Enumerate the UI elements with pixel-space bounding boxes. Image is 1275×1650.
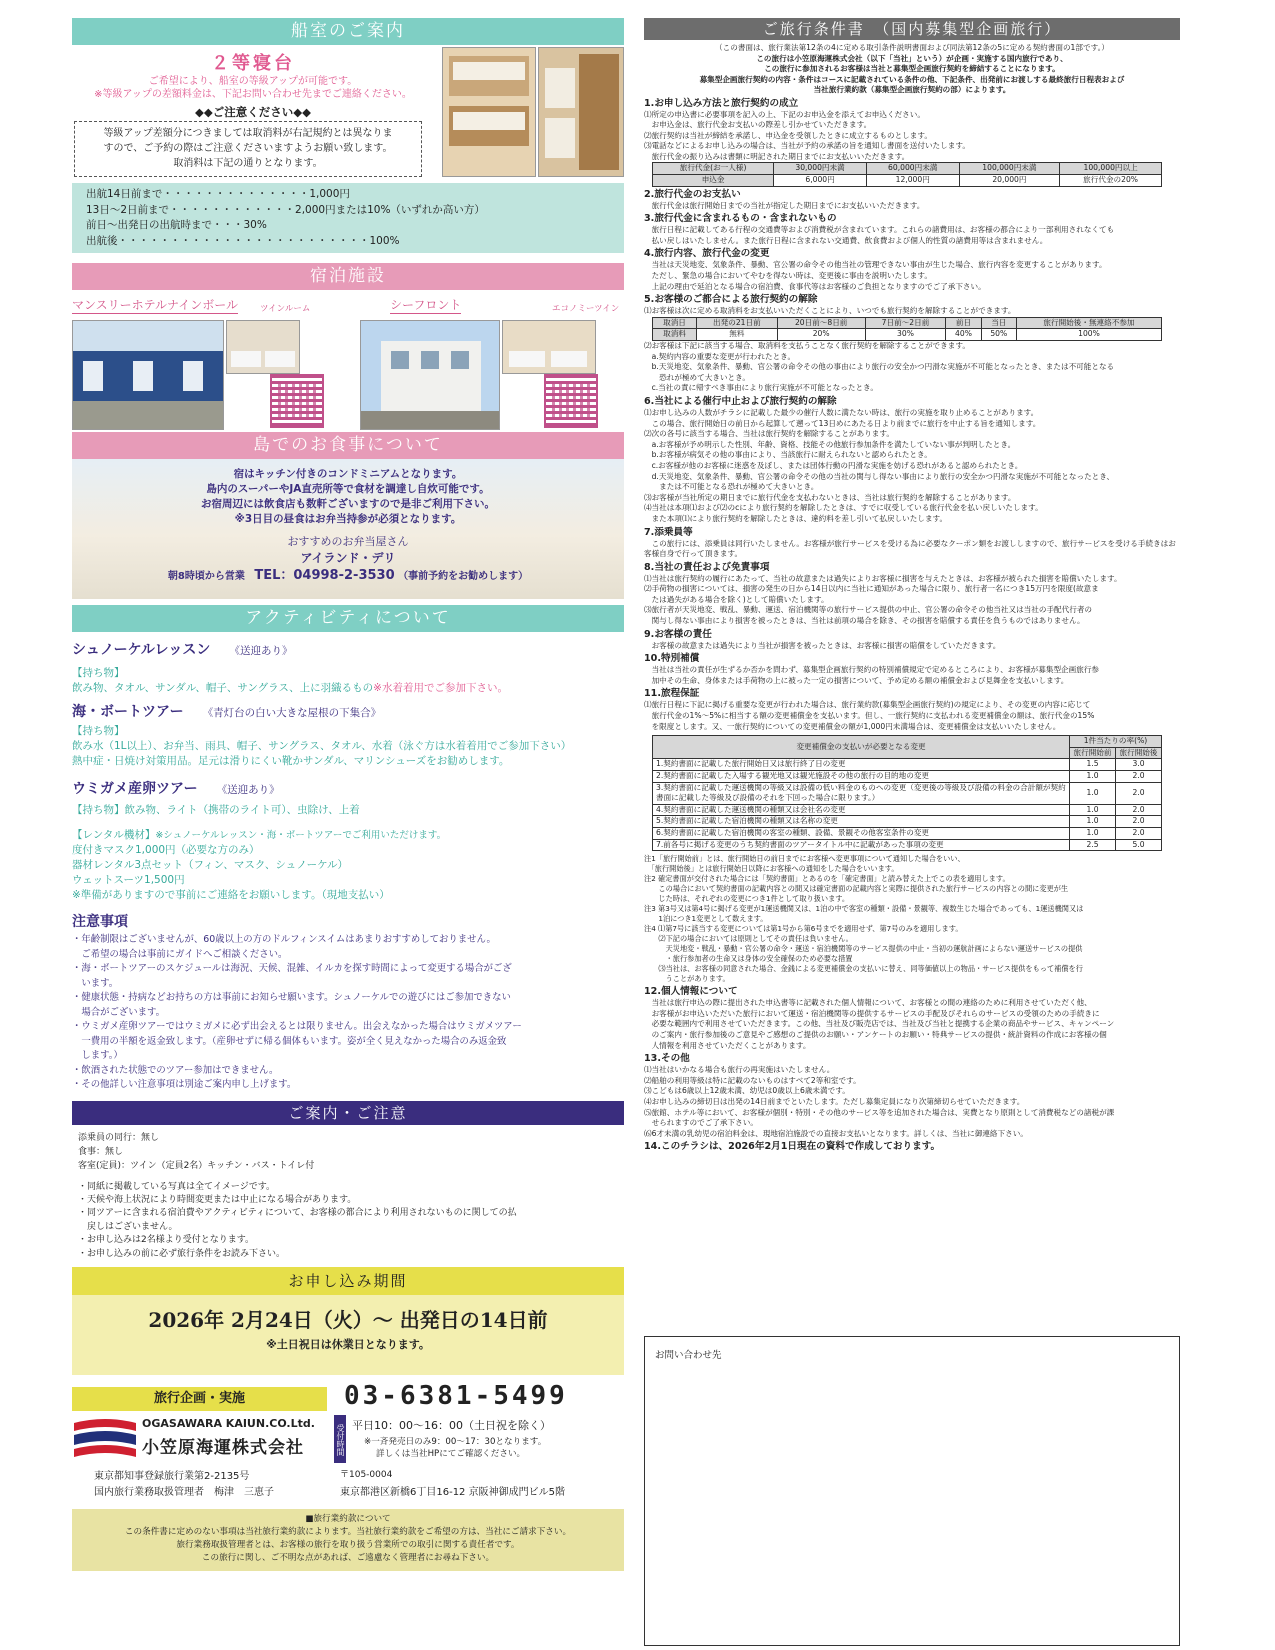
notes-line: します。） <box>72 1050 123 1061</box>
terms-section-title: 1.お申し込み方法と旅行契約の成立 <box>644 97 799 109</box>
terms-line: ⑴当社は旅行契約の履行にあたって、当社の故意または過失によりお客様に損害を与えたときは、お客様が被られた損害を賠償いたします。 <box>644 573 1122 583</box>
terms-section-title: 13.その他 <box>644 1053 690 1065</box>
comp-label: 1.契約書面に記載した旅行開始日又は旅行終了日の変更 <box>653 759 1070 771</box>
terms-line: ⑵手荷物の損害については、損害の発生の日から14日以内に当社に通知があった場合に限り、旅行者一名につき15万円を限度(故意ま <box>644 584 1099 594</box>
meals-recommend: おすすめのお弁当屋さん <box>287 535 409 548</box>
hotel1-qr-code[interactable] <box>270 374 324 428</box>
comp-row <box>653 827 1162 839</box>
company-hours-note: 詳しくは当社HPにてご確認ください。 <box>376 1448 526 1459</box>
comp-rate: 1.0 <box>1070 782 1116 804</box>
contact-label: お問い合わせ先 <box>655 1350 722 1361</box>
cancel-cell: 40% <box>946 329 981 341</box>
cabin-upgrade-line: ※等級アップの差額料金は、下記お問い合わせ先までご連絡ください。 <box>94 89 412 100</box>
notes-line: ・海・ボートツアーのスケジュールは海況、天候、混雑、イルカを探す時間によって変更する場合がござ <box>72 963 512 974</box>
terms-line: ⑴旅行日程に下記に掲げる重要な変更が行われた場合は、旅行業約款(募集型企画旅行契約)の規定により、その変更の内容に応じて <box>644 700 1091 710</box>
guide-bullet: ・同ツアーに含まれる宿泊費やアクティビティについて、お客様の都合により利用されないものに関しての払 <box>78 1208 517 1219</box>
terms-section-title: 2.旅行代金のお支払い <box>644 188 741 200</box>
comp-label: 4.契約書面に記載した運送機関の種類又は会社名の変更 <box>653 804 1070 816</box>
comp-rate: 1.5 <box>1070 759 1116 771</box>
company-registration: 東京都知事登録旅行業第2-2135号 <box>94 1470 250 1482</box>
comp-row <box>653 804 1162 816</box>
meals-section <box>72 459 624 599</box>
notes-line: ・ウミガメ産卵ツアーではウミガメに必ず出会えるとは限りません。出会えなかった場合はウミガメツアー <box>72 1021 522 1032</box>
comp-label: 3.契約書面に記載した運送機関の等級又は設備の低い料金のものへの変更（変更後の等級及び設備の料金の合計額が契約書面に記載した等級及び設備のそれを下回った場合に限ります。） <box>653 782 1070 804</box>
guide-line: 添乗員の同行：無し <box>78 1132 160 1143</box>
comp-head-cell: 旅行開始前 <box>1070 747 1116 759</box>
comp-row <box>653 782 1162 804</box>
comp-rate: 5.0 <box>1116 839 1162 851</box>
caution-line: すので、ご予約の際はご注意くださいますようお願い致します。 <box>103 143 393 154</box>
terms-section-title: 9.お客様の責任 <box>644 628 712 640</box>
notes-line: ご希望の場合は事前にガイドへご相談ください。 <box>72 948 288 960</box>
terms-note-line: 注2 確定書面が交付された場合には「契約書面」とあるのを「確定書面」と読み替えた上でこの表を適用します。 <box>644 874 1010 884</box>
deposit-head-cell: 30,000円未満 <box>774 163 867 175</box>
period-main: 2026年 2月24日（火）～ 出発日の14日前 <box>148 1307 548 1332</box>
terms-line: 人情報を利用させていただくことがあります。 <box>644 1040 811 1050</box>
rental-line: 器材レンタル3点セット（フィン、マスク、シュノーケル） <box>72 859 349 871</box>
terms-note-line: この場合において契約書面の記載内容との間又は確定書面の記載内容と実際に提供された旅行サービスの内容との間に変更が生 <box>644 884 1069 894</box>
notes-line: ・健康状態・持病などお持ちの方は事前にお知らせ願います。シュノーケルでの遊びにはご参加できない <box>72 992 511 1003</box>
right-column <box>644 18 1180 1361</box>
boat-tour-note: 《青灯台の白い大きな屋根の下集合》 <box>202 707 382 719</box>
hotel2-room-photo <box>502 320 596 374</box>
cancel-cell: 30% <box>865 329 946 341</box>
terms-note-line: ⑵下記の場合においては原則としてその責任は負いません。 <box>644 934 853 944</box>
terms-line: 当社は当社の責任が生ずるか否かを問わず、募集型企画旅行契約の特別補償規定で定めるところにより、お客様が募集型企画旅行参 <box>644 665 1100 675</box>
hotel2-qr-code[interactable] <box>544 374 598 428</box>
left-column <box>72 18 624 1571</box>
snorkel-bring-label: 【持ち物】 <box>72 667 125 679</box>
terms-section-title: 4.旅行内容、旅行代金の変更 <box>644 248 770 260</box>
rental-line: 度付きマスク1,000円（必要な方のみ） <box>72 844 260 856</box>
plan-label: 旅行企画・実施 <box>72 1387 327 1411</box>
terms-line: ⑶電話などによるお申し込みの場合は、当社が予約の承諾の旨を通知し書面を送付いたします。 <box>644 141 970 151</box>
cancel-cell: 無料 <box>697 329 778 341</box>
company-hours: 平日10：00～16：00（土日祝を除く） <box>352 1418 551 1432</box>
terms-line: 必要な範囲内で利用させていただきます。この他、当社及び販売店では、当社及び当社と提携する企業の商品やサービス、キャンペーン <box>644 1019 1115 1029</box>
comp-label: 6.契約書面に記載した宿泊機関の客室の種類、設備、景観その他客室条件の変更 <box>653 827 1070 839</box>
comp-row <box>653 816 1162 828</box>
snorkel-items: 飲み物、タオル、サンダル、帽子、サングラス、上に羽織るもの <box>72 682 374 694</box>
company-phone: 03-6381-5499 <box>344 1380 568 1411</box>
terms-line: お客様がお申込いただいた旅行において運送・宿泊機関等の提供するサービスの手配及びそれらのサービスの受領のための手続きに <box>644 1008 1100 1018</box>
terms-section-body <box>644 110 1180 163</box>
footer-box <box>72 1509 624 1571</box>
deposit-cell: 12,000円 <box>866 175 959 187</box>
terms-line: たは過失がある場合を除く)として賠償いたします。 <box>644 594 829 604</box>
cabin-caution-title: ◆◆ご注意ください◆◆ <box>195 105 311 119</box>
terms-line: ⑴お申し込みの人数がチラシに記載した最少の催行人数に満たない時は、旅行の実施を取り止めることがあります。 <box>644 407 1039 417</box>
cabin-photo-1 <box>442 47 536 177</box>
comp-head-cell: 1件当たりの率(%) <box>1070 736 1162 748</box>
notes-line: 場合がございます。 <box>72 1006 165 1018</box>
hotel1-name: マンスリーホテルナインボール <box>72 298 238 312</box>
terms-line: 旅行代金の1%～5%に相当する額の変更補償金を支払います。但し、一旅行契約に支払われる変更補償金の額は、旅行代金の15% <box>644 711 1095 721</box>
footer-line: 旅行業務取扱管理者とは、お客様の旅行を取り扱う営業所での取引に関する責任者です。 <box>176 1539 520 1550</box>
company-hours-note: ※一斉発売日のみ9：00～17：30となります。 <box>364 1436 547 1447</box>
terms-line: 払い戻しはいたしません。また旅行日程に含まれない交通費、飲食費および個人的性質の諸費用等は含まれません。 <box>644 235 1048 245</box>
terms-line: ⑷お申し込みの締切日は出発の14日前までといたします。ただし募集定員になり次第締切らせていただきます。 <box>644 1096 1025 1106</box>
terms-note-line: ⑶当社は、お客様の同意された場合、金銭による変更補償金の支払いに替え、同等価値以上の物品・サービス提供をもって補償を行 <box>644 964 1083 974</box>
terms-line: ⑵旅行契約は当社が締結を承諾し、申込金を受領したときに成立するものとします。 <box>644 130 932 140</box>
terms-note-line: 注4 ⑴第7号に該当する変更については第1号から第6号までを適用せず、第7号のみを適用します。 <box>644 924 963 934</box>
terms-note-line: 注1「旅行開始前」とは、旅行開始日の前日までにお客様へ変更事項について通知した場合をいい、 <box>644 854 965 864</box>
cabin-cancel-line: 出航14日前まで・・・・・・・・・・・・・・1,000円 <box>86 188 350 200</box>
cabin-caution-box <box>74 121 422 177</box>
footer-title: ■旅行業約款について <box>305 1513 391 1524</box>
meals-line: 宿はキッチン付きのコンドミニアムとなります。 <box>233 468 463 480</box>
terms-line: ⑶お客様が当社所定の期日までに旅行代金を支払わないときは、当社は旅行契約を解除することがあります。 <box>644 492 1016 502</box>
period-note: ※土日祝日は休業日となります。 <box>266 1337 430 1351</box>
company-postal: 〒105-0004 <box>340 1469 393 1480</box>
terms-note-line: 天災地変・戦乱・暴動・官公署の命令・運送・宿泊機関等のサービス提供の中止・当初の運航計画によらない運送サービスの提供 <box>644 944 1083 954</box>
notes-section <box>72 911 624 1093</box>
terms-line: ⑶こどもは6歳以上12歳未満、幼児は0歳以上6歳未満です。 <box>644 1086 850 1096</box>
terms-section-title: 12.個人情報について <box>644 986 738 998</box>
terms-line: 当社は旅行申込の際に提出された申込書等に記載された個人情報について、お客様との間の連絡のために利用させていただく他、 <box>644 998 1092 1008</box>
deposit-head-cell: 100,000円未満 <box>959 163 1060 175</box>
cancel-head-cell: 7日前～2日前 <box>865 317 946 329</box>
terms-section-title: 10.特別補償 <box>644 653 700 665</box>
meals-shop-hours: 朝8時頃から営業 <box>167 571 245 582</box>
turtle-tour-title: ウミガメ産卵ツアー <box>72 781 198 797</box>
terms-section-title: 6.当社による催行中止および旅行契約の解除 <box>644 395 837 407</box>
terms-line: また本項⑴により旅行契約を解除したときは、違約料を差し引いて払戻しいたします。 <box>644 513 948 523</box>
terms-intro-line: （この書面は、旅行業法第12条の4に定める取引条件説明書面および同法第12条の5に定める契約書面の1部です。） <box>715 43 1109 52</box>
terms-line: ⑵お客様は下記に該当する場合、取消料を支払うことなく旅行契約を解除することができます。 <box>644 341 970 350</box>
caution-line: 等級アップ差額分につきましては取消料が右記規約とは異なりま <box>103 128 393 139</box>
terms-line: 旅行代金の振り込みは書類に明記された期日までにお支払いいただきます。 <box>644 151 910 161</box>
terms-note-line: 1泊につき1変更として数えます。 <box>644 914 768 924</box>
terms-line: ⑵船舶の利用等級は特に記載のないものはすべて2等和室です。 <box>644 1075 861 1085</box>
company-jp-name: 小笠原海運株式会社 <box>142 1437 304 1458</box>
comp-head-cell: 変更補償金の支払いが必要となる変更 <box>653 736 1070 759</box>
lodging-section <box>72 290 624 430</box>
cabin-photo-2 <box>538 47 624 177</box>
meals-line: 島内のスーパーやJA直売所等で食材を調達し自炊可能です。 <box>206 483 490 495</box>
comp-rate: 1.0 <box>1070 816 1116 828</box>
reception-label: 受付時間 <box>334 1415 346 1463</box>
cancel-cell: 20% <box>777 329 865 341</box>
company-address: 東京都港区新橋6丁目16-12 京阪神御成門ビル5階 <box>340 1486 565 1498</box>
snorkel-note: 《送迎あり》 <box>229 645 293 657</box>
cabin-cancel-box <box>72 183 624 253</box>
period-header: お申し込み期間 <box>72 1267 624 1295</box>
terms-line: を限度とします。又、一旅行契約についての変更補償金の額が1,000円未満場合は、変更補償金は支払いいたしません。 <box>644 721 1061 731</box>
terms-header: ご旅行条件書 （国内募集型企画旅行） <box>644 18 1180 40</box>
comp-label: 5.契約書面に記載した宿泊機関の種類又は名称の変更 <box>653 816 1070 828</box>
terms-intro-line: 募集型企画旅行契約の内容・条件はコースに記載されている条件の他、下記条件、出発前にお渡しする最終旅行日程表および <box>699 74 1125 84</box>
caution-line: 取消料は下記の通りとなります。 <box>173 158 323 169</box>
terms-note-line: 「旅行開始後」とは旅行開始日以降にお客様への通知をした場合をいいます。 <box>644 864 899 874</box>
comp-rate: 2.0 <box>1116 816 1162 828</box>
cancel-head-cell: 前日 <box>946 317 981 329</box>
notes-line: ・飲酒された状態でのツアー参加はできません。 <box>72 1064 279 1076</box>
comp-rate: 1.0 <box>1070 804 1116 816</box>
terms-line: ただし、緊急の場合においてやむを得ない時は、変更後に事由を説明いたします。 <box>644 271 932 281</box>
guide-section <box>72 1125 624 1261</box>
cabin-cancel-line: 出航後・・・・・・・・・・・・・・・・・・・・・・・・100% <box>86 234 400 247</box>
terms-line: 上記の理由で延泊となる場合の宿泊費、食事代等はお客様のご負担となりますのでご了承下さい。 <box>644 281 986 291</box>
terms-line: 当社は天災地変、気象条件、暴動、官公署の命令その他当社の管理できない事由が生じた場合、旅行内容を変更することがあります。 <box>644 260 1107 270</box>
terms-line: d.天災地変、気象条件、暴動、官公署の命令その他の当社の関与し得ない事由により旅行の安全かつ円滑な実施が不可能となったとき、 <box>644 471 1115 481</box>
terms-line: 旅行代金は旅行開始日までの当社が指定した期日までにお支払いいただきます。 <box>644 200 925 210</box>
boat-items: 飲み水（1L以上）、お弁当、雨具、帽子、サングラス、タオル、水着（泳ぐ方は水着着用でご参加下さい） <box>72 740 572 752</box>
notes-title: 注意事項 <box>72 914 128 930</box>
terms-section-title: 11.旅程保証 <box>644 688 700 700</box>
deposit-head-cell: 100,000円以上 <box>1060 163 1162 175</box>
cabin-cancel-line: 13日～2日前まで・・・・・・・・・・・・2,000円または10%（いずれか高い方） <box>86 203 485 216</box>
terms-note-line: うことがあります。 <box>644 974 730 984</box>
terms-line: ⑹6才未満の乳幼児の宿泊料金は、現地宿泊施設での直接お支払いとなります。詳しくは、当社に御連絡下さい。 <box>644 1128 1028 1138</box>
company-flag-icon <box>72 1417 138 1461</box>
company-manager: 国内旅行業務取扱管理者 梅津 三恵子 <box>94 1486 274 1498</box>
terms-line: 関与し得ない事由により損害を被ったときは、当社は前項の場合を除き、その損害を賠償する責任を負うものではありません。 <box>644 616 1085 626</box>
terms-note-line: ・旅行参加者の生命又は身体の安全確保のため必要な措置 <box>644 954 853 964</box>
guide-bullet: ・天候や海上状況により時間変更または中止になる場合があります。 <box>78 1194 357 1205</box>
guide-bullet: ・同紙に掲載している写真は全てイメージです。 <box>78 1181 276 1192</box>
rental-label: 【レンタル機材】 <box>72 829 156 841</box>
terms-line: ⑴当社はいかなる場合も旅行の再実施はいたしません。 <box>644 1065 835 1075</box>
deposit-cell: 20,000円 <box>959 175 1060 187</box>
terms-section-title: 14.このチラシは、2026年2月1日現在の資料で作成しております。 <box>644 1141 941 1153</box>
cancel-head-cell: 当日 <box>981 317 1016 329</box>
comp-head-cell: 旅行開始後 <box>1116 747 1162 759</box>
meals-shop-tel-note: （事前予約をお勧めします） <box>398 571 529 582</box>
comp-row <box>653 839 1162 851</box>
meals-shop-tel: TEL：04998-2-3530 <box>254 568 395 583</box>
terms-line: 旅行日程に記載してある行程の交通費等および消費税が含まれています。これらの諸費用は、お客様の都合により一部利用されなくても <box>644 225 1115 235</box>
terms-line: a.お客様が予め明示した性別、年齢、資格、技能その他旅行参加条件を満たしていない事が判明したとき。 <box>644 439 1016 449</box>
terms-line: お客様の故意または過失により当社が損害を被ったときは、お客様に損害の賠償をしていただきます。 <box>644 640 1001 650</box>
notes-line: 一費用の半額を返金致します。（産卵せずに帰る個体もいます。姿が全く見えなかった場合のみ返金致 <box>72 1035 507 1047</box>
hotel2-room: エコノミーツイン <box>552 304 620 314</box>
terms-line: a.契約内容の重要な変更が行われたとき。 <box>644 351 796 361</box>
terms-intro-line: 当社旅行業約款（募集型企画旅行契約の部）によります。 <box>813 85 1011 94</box>
meals-header: 島でのお食事について <box>72 432 624 459</box>
hotel2-exterior-photo <box>360 320 500 430</box>
terms-note-line: じた時は、それぞれの変更につき1件として取り扱います。 <box>644 894 850 904</box>
terms-line: お申込金は、旅行代金お支払いの際差し引かせていただきます。 <box>644 120 872 130</box>
hotel1-room: ツインルーム <box>260 304 311 314</box>
meals-line: ※3日目の昼食はお弁当持参が必須となります。 <box>234 513 462 525</box>
guide-line: 食事：無し <box>78 1146 124 1157</box>
terms-line: ⑸旅館、ホテル等において、お客様が個別・特別・その他のサービス等を追加された場合は、実費となり原則として消費税などの諸税が課 <box>644 1107 1115 1117</box>
terms-section-title: 8.当社の責任および免責事項 <box>644 561 770 573</box>
turtle-tour-note: 《送迎あり》 <box>216 784 280 796</box>
terms-line: せられますのでご了承下さい。 <box>644 1118 758 1128</box>
guide-header: ご案内・ご注意 <box>72 1101 624 1125</box>
cancel-cell: 取消料 <box>653 329 697 341</box>
terms-intro <box>644 43 1180 96</box>
comp-rate: 3.0 <box>1116 759 1162 771</box>
compensation-table <box>652 735 1162 851</box>
period-section <box>72 1295 624 1375</box>
boat-bring-label: 【持ち物】 <box>72 725 125 737</box>
terms-line: c.当社の責に帰すべき事由により旅行実施が不可能となったとき。 <box>644 383 878 393</box>
terms-line: または不可能となる恐れが極めて大きいとき。 <box>644 482 819 492</box>
cancel-head-cell: 出発の21日前 <box>697 317 778 329</box>
cancel-cell: 50% <box>981 329 1016 341</box>
snorkel-title: シュノーケルレッスン <box>72 642 211 658</box>
comp-rate: 2.5 <box>1070 839 1116 851</box>
hotel1-room-photo <box>226 320 300 374</box>
activities-section <box>72 632 624 903</box>
company-section <box>72 1380 624 1509</box>
comp-rate: 1.0 <box>1070 827 1116 839</box>
boat-items: 熱中症・日焼け対策用品。足元は滑りにくい靴かサンダル、マリンシューズをお勧めします。 <box>72 755 510 767</box>
deposit-cell: 旅行代金の20% <box>1060 175 1162 187</box>
terms-line: のご案内・旅行参加後のご意見やご感想のご提供のお願い・アンケートのお願い・特典サービスの提供・統計資料の作成にお客様の個 <box>644 1029 1107 1039</box>
cancel-head-cell: 旅行開始後・無連絡不参加 <box>1016 317 1161 329</box>
terms-line: ⑴お客様は次に定める取消料をお支払いいただくことにより、いつでも旅行契約を解除することができます。 <box>644 306 1016 316</box>
comp-rate: 1.0 <box>1070 771 1116 783</box>
terms-note-line: 注3 第3号又は第4号に掲げる変更が1運送機関又は、1泊の中で客室の種類・設備・景観等、複数生じた場合であっても、1運送機関又は <box>644 904 1084 914</box>
terms-line: ⑷当社は本項⑴および⑵のcにより旅行契約を解除したときは、すでに収受している旅行代金を払い戻しいたします。 <box>644 503 1043 513</box>
cancel-table <box>652 317 1162 341</box>
cancel-head-cell: 20日前～8日前 <box>777 317 865 329</box>
cabin-section <box>72 45 624 183</box>
cancel-cell: 100% <box>1016 329 1161 341</box>
rental-line: ウェットスーツ1,500円 <box>72 874 185 886</box>
comp-rate: 2.0 <box>1116 827 1162 839</box>
terms-intro-line: この旅行は小笠原海運株式会社（以下「当社」という）が企画・実施する国内旅行であり、 <box>756 53 1068 63</box>
notes-line: ・年齢制限はございませんが、60歳以上の方のドルフィンスイムはあまりおすすめしておりません。 <box>72 934 496 945</box>
company-en-name: OGASAWARA KAIUN.CO.Ltd. <box>142 1416 315 1430</box>
deposit-table <box>652 162 1162 186</box>
activities-header: アクティビティについて <box>72 605 624 632</box>
terms-line: ⑵次の各号に該当する場合、当社は旅行契約を解除することがあります。 <box>644 429 894 439</box>
comp-row <box>653 771 1162 783</box>
snorkel-swimwear-note: ※水着着用でご参加下さい。 <box>373 682 508 694</box>
terms-line: ⑶旅行者が天災地変、戦乱、暴動、運送、宿泊機関等の旅行サービス提供の中止、官公署の命令その他当社又は当社の手配代行者の <box>644 605 1093 615</box>
guide-bullet: ・お申し込みの前に必ず旅行条件をお読み下さい。 <box>78 1248 286 1259</box>
terms-line: この旅行には、添乗員は同行いたしません。お客様が旅行サービスを受ける為に必要なクーポン類をお渡ししますので、旅行サービスを受ける手続きはお客様自身で行って頂きます。 <box>644 538 1176 559</box>
terms-line: ⑴所定の申込書に必要事項を記入の上、下記のお申込金を添えてお申込ください。 <box>644 109 925 119</box>
terms-section-title: 5.お客様のご都合による旅行契約の解除 <box>644 294 818 306</box>
terms-section-title: 3.旅行代金に含まれるもの・含まれないもの <box>644 213 837 225</box>
comp-rate: 2.0 <box>1116 782 1162 804</box>
deposit-head-cell: 旅行代金(お一人様) <box>653 163 774 175</box>
notes-line: います。 <box>72 977 119 989</box>
guide-bullet: ・お申し込みは2名様より受付となります。 <box>78 1235 255 1246</box>
deposit-cell: 6,000円 <box>774 175 867 187</box>
rental-note: ※シュノーケルレッスン・海・ボートツアーでご利用いただけます。 <box>155 830 447 841</box>
meals-shop-name: アイランド・デリ <box>300 551 396 565</box>
footer-line: この条件書に定めのない事項は当社旅行業約款によります。当社旅行業約款をご希望の方は、当社にご請求下さい。 <box>124 1526 572 1537</box>
meals-line: お宿周辺には飲食店も数軒ございますので是非ご利用下さい。 <box>201 498 495 510</box>
lodging-header: 宿泊施設 <box>72 263 624 290</box>
comp-label: 7.前各号に掲げる変更のうち契約書面のツアータイトル中に記載があった事項の変更 <box>653 839 1070 851</box>
comp-row <box>653 759 1162 771</box>
terms-line: c.お客様が他のお客様に迷惑を及ぼし、または団体行動の円滑な実施を妨げる恐れがあると認められたとき。 <box>644 460 1023 470</box>
turtle-items: 【持ち物】飲み物、ライト（携帯のライト可）、虫除け、上着 <box>72 804 360 816</box>
cabin-cancel-line: 前日～出発日の出航時まで・・・30% <box>86 219 267 231</box>
hotel1-exterior-photo <box>72 320 224 430</box>
terms-intro-line: この旅行に参加されるお客様は当社と募集型企画旅行契約を締結することになります。 <box>764 64 1060 73</box>
guide-bullet: 戻しはございません。 <box>78 1221 178 1232</box>
terms-line: b.お客様が病気その他の事由により、当該旅行に耐えられないと認められたとき。 <box>644 450 932 460</box>
notes-line: ・その他詳しい注意事項は別途ご案内申し上げます。 <box>72 1079 297 1090</box>
cabin-class-title: ２等寝台 <box>211 53 295 74</box>
rental-line: ※準備がありますので事前にご連絡をお願いします。（現地支払い） <box>72 889 390 901</box>
contact-box <box>644 1336 1180 1646</box>
hotel2-name: シーフロント <box>390 298 462 312</box>
comp-rate: 2.0 <box>1116 804 1162 816</box>
boat-tour-title: 海・ボートツアー <box>72 704 184 720</box>
terms-section-title: 7.添乗員等 <box>644 526 693 538</box>
cabin-header: 船室のご案内 <box>72 18 624 45</box>
terms-line: この場合、旅行開始日の前日から起算して遡って13日めにあたる日より前までに旅行を中止する旨を通知します。 <box>644 418 1041 428</box>
terms-line: 加中その生命、身体または手荷物の上に被った一定の損害について、予め定める額の補償金および見舞金を支払いします。 <box>644 675 1069 685</box>
terms-line: 恐れが極めて大きいとき。 <box>644 372 751 382</box>
footer-line: この旅行に関し、ご不明な点があれば、ご遠慮なく管理者にお尋ね下さい。 <box>201 1552 495 1563</box>
deposit-head-cell: 60,000円未満 <box>866 163 959 175</box>
guide-line: 客室(定員)：ツイン（定員2名）キッチン・バス・トイレ付 <box>78 1160 315 1171</box>
cabin-upgrade-line: ご希望により、船室の等級アップが可能です。 <box>148 76 358 87</box>
deposit-cell: 申込金 <box>653 175 774 187</box>
cancel-head-cell: 取消日 <box>653 317 697 329</box>
terms-line: b.天災地変、気象条件、暴動、官公署の命令その他の事由により旅行の安全かつ円滑な実施が不可能となったとき、または不可能となる <box>644 362 1115 372</box>
comp-label: 2.契約書面に記載した入場する観光地又は観光施設その他の旅行の目的地の変更 <box>653 771 1070 783</box>
comp-rate: 2.0 <box>1116 771 1162 783</box>
